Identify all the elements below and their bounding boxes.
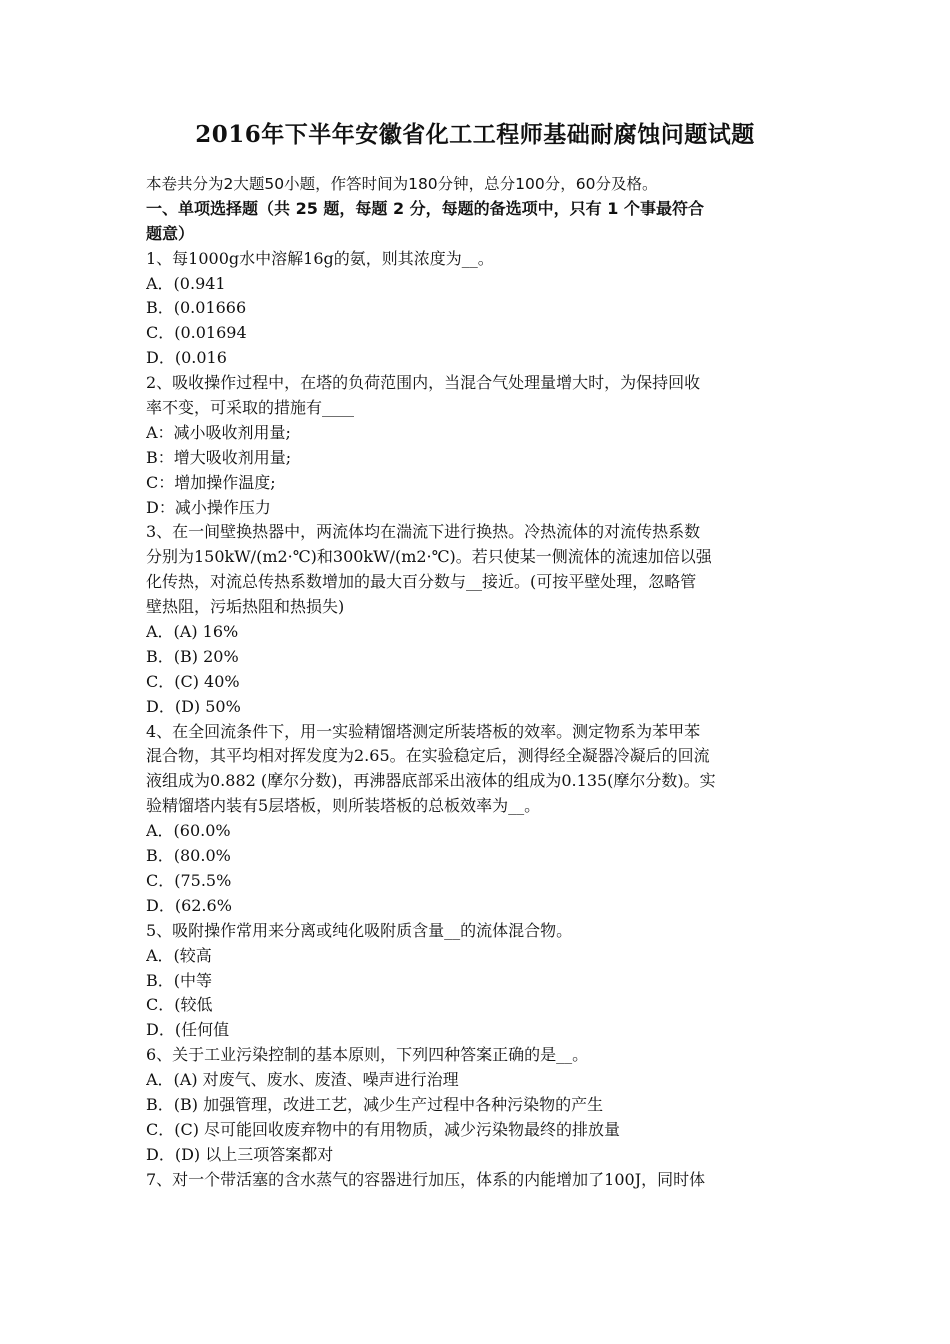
question-stem: 率不变，可采取的措施有____ xyxy=(146,398,355,418)
answer-option: D．(D) 以上三项答案都对 xyxy=(146,1144,334,1164)
question-stem: 7、对一个带活塞的含水蒸气的容器进行加压，体系的内能增加了100J，同时体 xyxy=(146,1169,706,1189)
question-stem: 分别为150kW/(m2·℃)和300kW/(m2·℃)。若只使某一侧流体的流速加倍以强 xyxy=(146,547,712,567)
answer-option: C．(较低 xyxy=(146,995,213,1015)
document-body xyxy=(146,172,810,1193)
question-stem: 5、吸附操作常用来分离或纯化吸附质含量__的流体混合物。 xyxy=(146,920,573,940)
question-stem: 3、在一间壁换热器中，两流体均在湍流下进行换热。冷热流体的对流传热系数 xyxy=(146,522,701,542)
answer-option: A．(A) 对废气、废水、废渣、噪声进行治理 xyxy=(146,1070,459,1090)
document-title: 2016年下半年安徽省化工工程师基础耐腐蚀问题试题 xyxy=(195,121,755,148)
question-stem: 2、吸收操作过程中，在塔的负荷范围内，当混合气处理量增大时，为保持回收 xyxy=(146,373,701,393)
question-stem: 化传热，对流总传热系数增加的最大百分数与__接近。(可按平壁处理，忽略管 xyxy=(146,572,697,592)
answer-option: C：增加操作温度; xyxy=(146,472,276,492)
answer-option: A：减小吸收剂用量; xyxy=(146,422,291,442)
answer-option: B：增大吸收剂用量; xyxy=(146,447,292,467)
answer-option: C．(75.5% xyxy=(146,870,232,890)
answer-option: C．(C) 40% xyxy=(146,671,240,691)
exam-intro: 本卷共分为2大题50小题，作答时间为180分钟，总分100分，60分及格。 xyxy=(146,175,658,193)
answer-option: D．(62.6% xyxy=(146,895,232,915)
answer-option: C．(C) 尽可能回收废弃物中的有用物质，减少污染物最终的排放量 xyxy=(146,1119,621,1139)
answer-option: D．(0.016 xyxy=(146,348,227,368)
answer-option: A．(A) 16% xyxy=(146,622,239,642)
question-stem: 混合物，其平均相对挥发度为2.65。在实验稳定后，测得经全凝器冷凝后的回流 xyxy=(146,746,710,766)
section-heading-line: 一、单项选择题（共 25 题，每题 2 分，每题的备选项中，只有 1 个事最符合 xyxy=(146,198,704,218)
question-stem: 验精馏塔内装有5层塔板，则所装塔板的总板效率为__。 xyxy=(146,796,541,816)
question-stem: 4、在全回流条件下，用一实验精馏塔测定所装塔板的效率。测定物系为苯甲苯 xyxy=(146,721,701,741)
answer-option: C．(0.01694 xyxy=(146,323,247,343)
answer-option: A．(60.0% xyxy=(146,821,231,841)
answer-option: B．(中等 xyxy=(146,970,213,990)
answer-option: D．(任何值 xyxy=(146,1020,230,1040)
section-heading-line: 题意） xyxy=(146,223,195,243)
answer-option: B．(0.01666 xyxy=(146,298,247,318)
question-stem: 6、关于工业污染控制的基本原则，下列四种答案正确的是__。 xyxy=(146,1045,589,1065)
answer-option: D：减小操作压力 xyxy=(146,497,271,517)
answer-option: A．(较高 xyxy=(146,945,212,965)
answer-option: A．(0.941 xyxy=(146,273,226,293)
answer-option: D．(D) 50% xyxy=(146,696,241,716)
question-stem: 1、每1000g水中溶解16g的氨，则其浓度为__。 xyxy=(146,248,494,268)
answer-option: B．(B) 加强管理，改进工艺，减少生产过程中各种污染物的产生 xyxy=(146,1094,604,1114)
answer-option: B．(80.0% xyxy=(146,846,231,866)
question-stem: 液组成为0.882 (摩尔分数)，再沸器底部采出液体的组成为0.135(摩尔分数)。实 xyxy=(146,771,716,791)
answer-option: B．(B) 20% xyxy=(146,646,239,666)
question-stem: 壁热阻，污垢热阻和热损失) xyxy=(146,597,345,617)
